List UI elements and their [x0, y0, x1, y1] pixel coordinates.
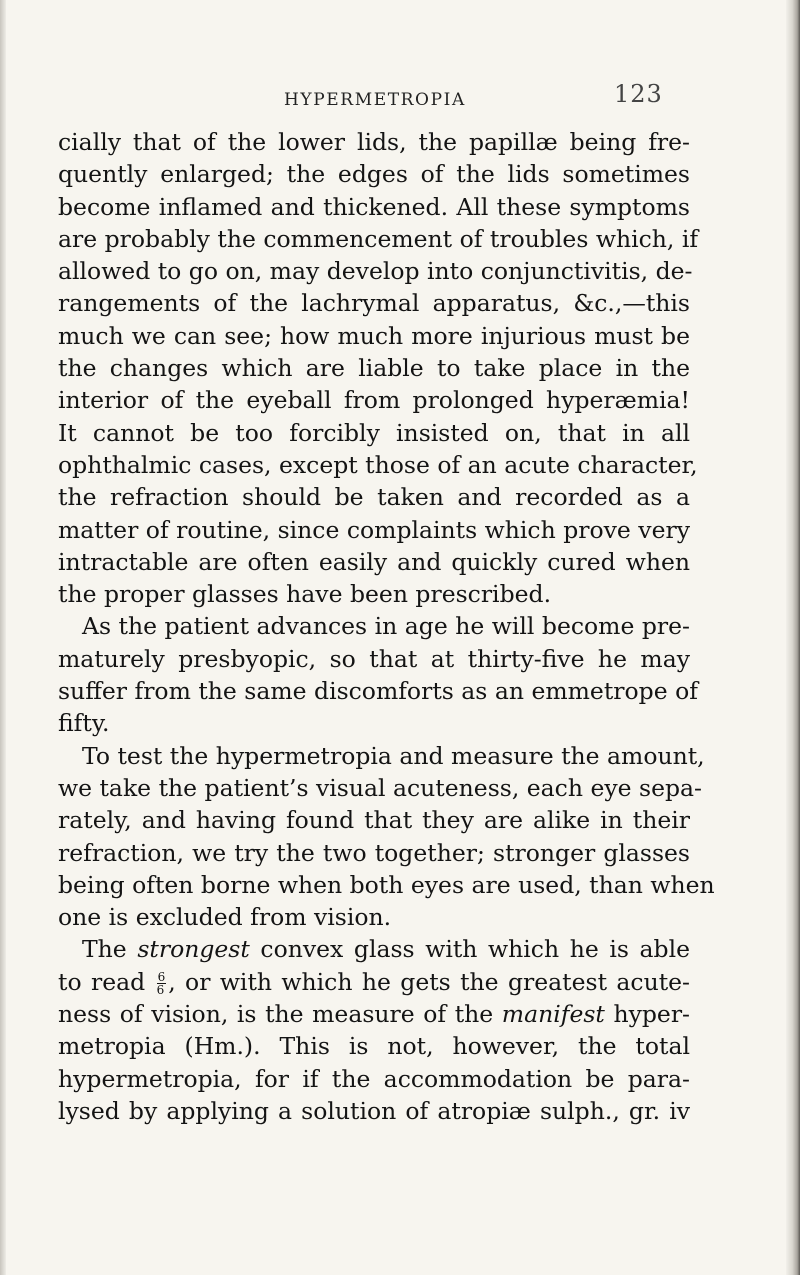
text-line: become inflamed and thickened. All these symptoms [58, 192, 690, 221]
text-line: lysed by applying a solution of atropiæ sulph., gr. iv [58, 1096, 690, 1125]
text-line: rangements of the lachrymal apparatus, &c.,—this [58, 289, 690, 318]
text-run: convex glass with which he is able [249, 935, 690, 964]
text-line: suffer from the same discomforts as an emmetrope of [58, 677, 698, 706]
text-line: allowed to go on, may develop into conjunctivitis, de- [58, 257, 693, 286]
text-line: ophthalmic cases, except those of an acute character, [58, 450, 698, 479]
page-header [40, 82, 680, 122]
text-line: fifty. [58, 709, 110, 738]
page-edge-shadow [786, 0, 800, 1275]
text-line [58, 998, 690, 1030]
text-line: As the patient advances in age he will become pre- [82, 612, 690, 641]
text-run: ness of vision, is the measure of the [58, 1000, 502, 1029]
text-run: The [82, 935, 138, 964]
text-line: quently enlarged; the edges of the lids sometimes [58, 160, 690, 189]
text-line: It cannot be too forcibly insisted on, that in all [58, 418, 690, 447]
text-line: the refraction should be taken and recorded as a [58, 483, 690, 512]
text-line: the proper glasses have been prescribed. [58, 580, 552, 609]
text-line: maturely presbyopic, so that at thirty-five he may [58, 644, 690, 673]
text-line: refraction, we try the two together; stronger glasses [58, 838, 690, 867]
text-line: one is excluded from vision. [58, 903, 392, 932]
text-line: To test the hypermetropia and measure the amount, [82, 741, 705, 770]
text-line [58, 966, 690, 998]
text-line [58, 933, 690, 965]
italic-term: strongest [137, 935, 250, 964]
text-line: hypermetropia, for if the accommodation be para- [58, 1064, 690, 1093]
text-line: metropia (Hm.). This is not, however, the total [58, 1032, 690, 1061]
text-line: matter of routine, since complaints which prove very [58, 515, 690, 544]
body-text [58, 126, 715, 1127]
text-line: rately, and having found that they are alike in their [58, 806, 690, 835]
text-line: the changes which are liable to take place in the [58, 354, 690, 383]
text-line: cially that of the lower lids, the papillæ being fre- [58, 128, 690, 156]
text-line: are probably the commencement of troubles which, if [58, 224, 699, 253]
text-line: we take the patient’s visual acuteness, each eye sepa- [58, 773, 702, 802]
text-line: interior of the eyeball from prolonged hyperæmia! [58, 386, 690, 415]
text-run: to read [58, 967, 155, 996]
fraction [157, 971, 167, 996]
fraction-numerator: 6 [157, 969, 166, 984]
fraction-denominator: 6 [156, 982, 165, 997]
text-run: , or with which he gets the greatest acute- [168, 967, 691, 996]
text-run: hyper- [604, 1000, 690, 1029]
text-line: intractable are often easily and quickly cured when [58, 547, 690, 576]
italic-term: manifest [501, 1000, 605, 1029]
page-gutter-shadow [0, 0, 6, 1275]
running-title: HYPERMETROPIA [284, 90, 466, 110]
text-line: being often borne when both eyes are used, than when [58, 870, 715, 899]
text-line: much we can see; how much more injurious must be [58, 321, 690, 350]
page-number: 123 [614, 80, 663, 108]
